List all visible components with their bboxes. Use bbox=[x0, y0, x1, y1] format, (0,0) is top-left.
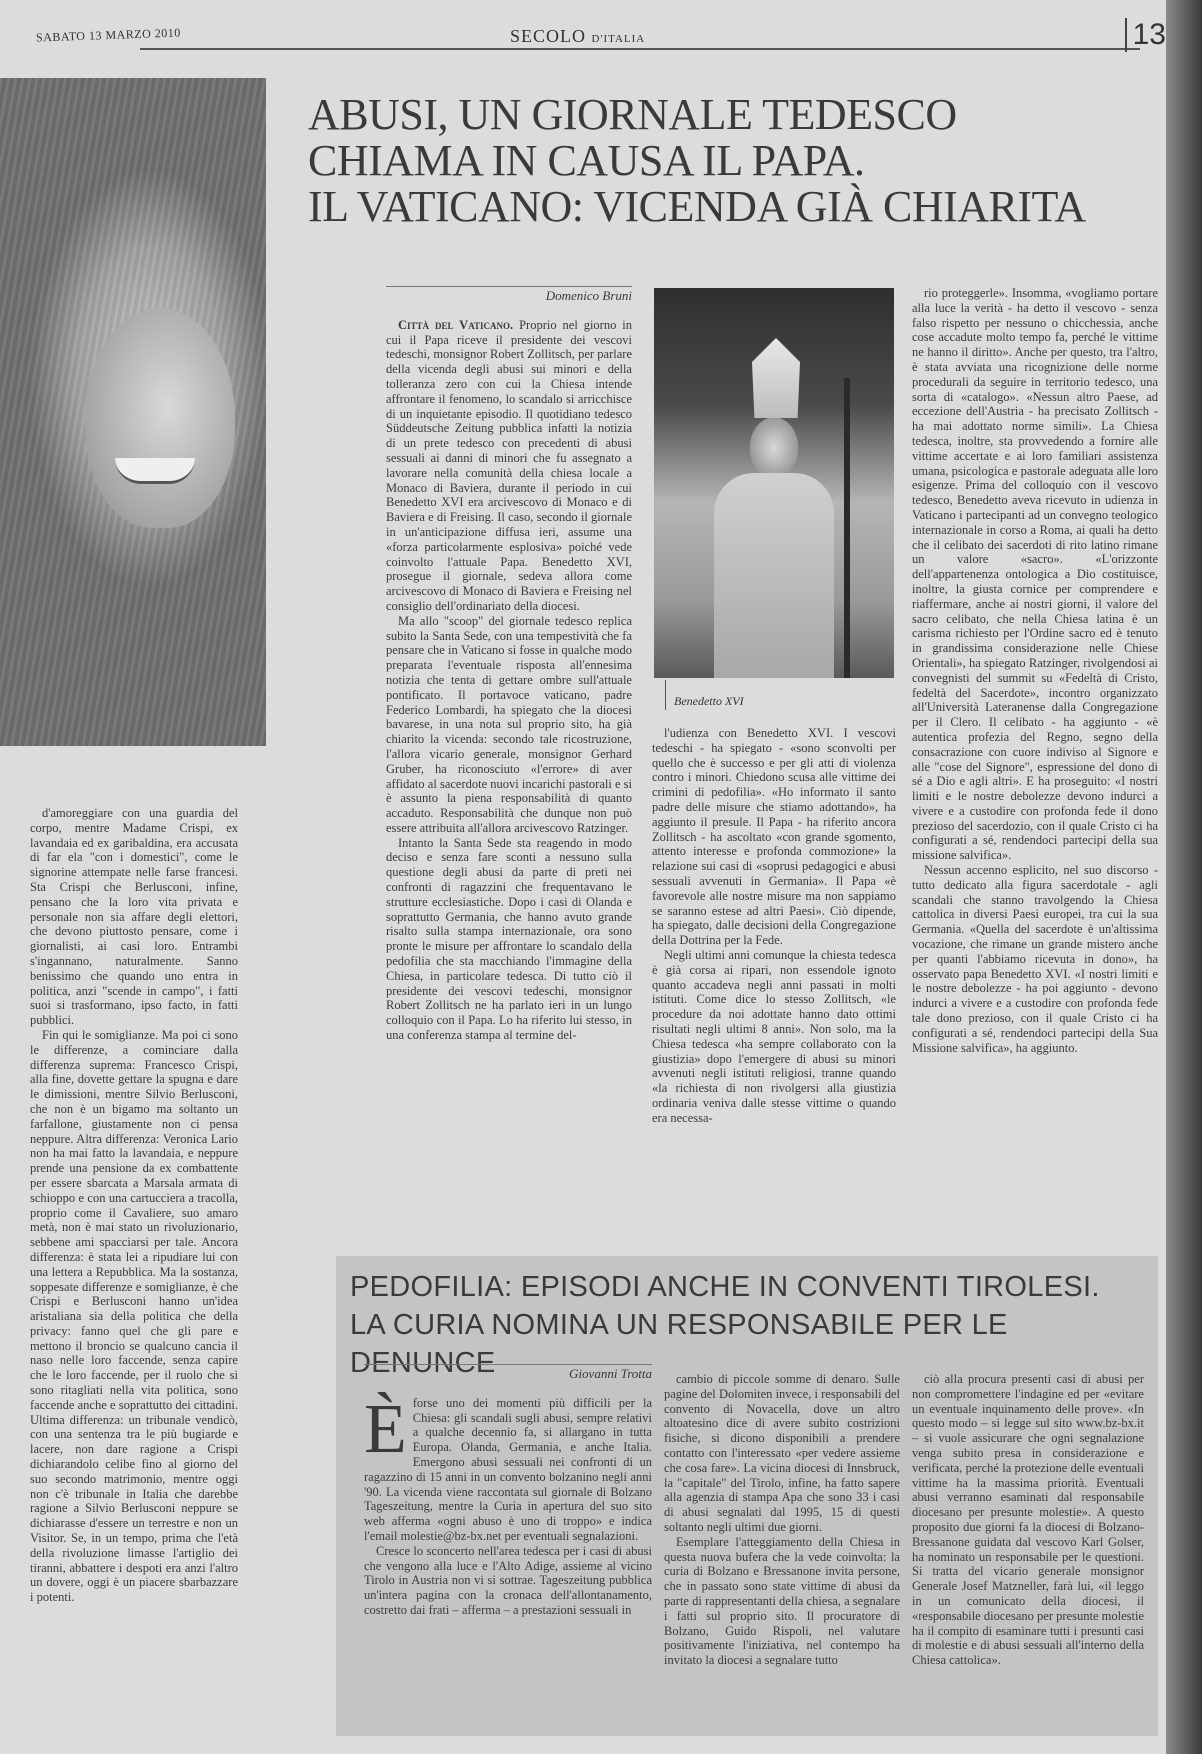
newspaper-name-main: SECOLO bbox=[510, 26, 587, 46]
boxed-article-paragraph: cambio di piccole somme di denaro. Sulle pagine del Dolomiten invece, i responsabili del convento di Novacella, dove un altro altoatesino dice di avere subito costrizioni fisiche, si dicono disponibili a prendere contatto con l'interessato «per vedere assieme che cosa fare». La vicina diocesi di Innsbruck, la "capitale" del Tirolo, infine, ha fatto sapere alla agenzia di stampa Apa che sono 33 i casi di abusi segnalati dal 1995, 15 di questi soltanto negli ultimi due giorni. bbox=[664, 1372, 900, 1534]
main-article-column-1 bbox=[386, 286, 632, 1216]
caption-rule bbox=[665, 680, 666, 710]
newspaper-name bbox=[510, 26, 645, 47]
boxed-article-column-1 bbox=[364, 1364, 652, 1732]
main-article-paragraph: Intanto la Santa Sede sta reagendo in modo deciso e senza fare sconti a nessuno sulla questione degli abusi da parte di preti nei confronti di ragazzini che frequentavano le strutture ecclesiastiche. Dopo i casi di Olanda e soprattutto Germania, che hanno avuto grande risalto sulla stampa internazionale, ora sono pronte le misure per affrontare lo scandalo della pedofilia che sta macchiando l'immagine della Chiesa, in particolare tedesca. Di tutto ciò il presidente dei vescovi tedeschi, monsignor Robert Zollitsch ne ha parlato ieri in un lungo colloquio con il Papa. Lo ha riferito lui stesso, in una conferenza stampa al termine del- bbox=[386, 835, 632, 1043]
boxed-article-paragraph: Cresce lo sconcerto nell'area tedesca per i casi di abusi che vengono alla luce e l'Alto Adige, assieme al vicino Tirolo in Austria non vi si sottrae. Tageszeitung pubblica un'intera pagina con la cronaca dell'allontanamento, costretto dai frati – afferma – a prestazioni sessuali in bbox=[364, 1543, 652, 1617]
boxed-article-byline: Giovanni Trotta bbox=[364, 1364, 652, 1382]
photo-face bbox=[85, 308, 235, 528]
main-article-paragraph: l'udienza con Benedetto XVI. I vescovi tedeschi - ha spiegato - «sono sconvolti per quello che è successo e per gli atti di violenza contro i minori. Chiedono scusa alle vittime dei crimini di pedofilia». «Ho informato il santo padre delle misure che stiamo adottando», ha aggiunto il presule. Il Papa - ha riferito ancora Zollitsch - ha ascoltato «con grande sgomento, attento interesse e profonda commozione» la relazione sui casi di «soprusi pedagogici e abusi sessuali avvenuti in Germania». Il Papa «è favorevole alle nostre misure ma non sappiamo se saranno estese ad altri Paesi». Ciò dipende, ha spiegato, dalle decisioni della Congregazione della Dottrina per la Fede. bbox=[652, 726, 896, 948]
main-article-paragraph: Città del Vaticano. Proprio nel giorno in cui il Papa riceve il presidente dei vescovi tedeschi, monsignor Robert Zollitsch, per parlare della vicenda degli abusi sui minori e della tolleranza zero con cui la Chiesa intende affrontare il fenomeno, lo scandalo si arricchisce di un inquietante episodio. Il quotidiano tedesco Süddeutsche Zeitung pubblica infatti la notizia di un prete tedesco con precedenti di abusi sessuali ai danni di minori che fu assegnato a lavorare nella comunità della chiesa locale a Monaco di Baviera, durante il periodo in cui Benedetto XVI era arcivescovo di Monaco e di Baviera e di Freising. Il caso, secondo il giornale in un'anticipazione diffusa ieri, assume una «forza particolarmente esplosiva» poiché vede coinvolto l'attuale Papa. Benedetto XVI, prosegue il giornale, sedeva allora come arcivescovo di Monaco di Baviera e Freising nel consiglio dell'ordinariato della diocesi. bbox=[386, 317, 632, 613]
side-article-paragraph: d'amoreggiare con una guardia del corpo, mentre Madame Crispi, ex lavandaia ed ex garibaldina, era accusata di far ela "con i domestici", come le signorine attempate nelle farse francesi. Sta Crispi che Berlusconi, infine, pensano che la loro vita privata e personale non sia affare degli elettori, che devono piuttosto pensare, come i giornalisti, ai casi loro. Entrambi s'ingannano, naturalmente. Sanno benissimo che quando uno entra in politica, anzi "scende in campo", i fatti suoi si trasformano, ipso facto, in fatti pubblici. bbox=[30, 806, 238, 1028]
main-article-paragraph: Nessun accenno esplicito, nel suo discorso - tutto dedicato alla figura sacerdotale - agli scandali che stanno travolgendo la Chiesa cattolica in diversi Paesi europei, tra cui la sua Germania. «Quella del sacerdote è un'altissima vocazione, che rimane un grande mistero anche per quanti l'abbiamo ricevuta in dono», ha osservato papa Benedetto XVI. «I nostri limiti e le nostre debolezze - ha poi aggiunto - devono indurci a vivere e a custodire con profonda fede tale dono prezioso, con il quale Cristo ci ha configurati a sé, rendendoci partecipi della Sua Missione salvifica», ha aggiunto. bbox=[912, 863, 1158, 1055]
boxed-title-line-1: PEDOFILIA: EPISODI ANCHE IN CONVENTI TIROLESI. bbox=[350, 1271, 1100, 1303]
pope-photo bbox=[654, 288, 894, 678]
main-article-column-2 bbox=[652, 726, 896, 1218]
boxed-title-line-2: LA CURIA NOMINA UN RESPONSABILE PER LE DENUNCE bbox=[350, 1309, 1008, 1379]
boxed-article-column-2 bbox=[664, 1372, 900, 1732]
headline-line-3: IL VATICANO: VICENDA GIÀ CHIARITA bbox=[308, 182, 1086, 231]
dateline-place: Città del Vaticano. bbox=[398, 317, 514, 332]
main-headline bbox=[308, 92, 1168, 230]
main-article-byline: Domenico Bruni bbox=[386, 286, 632, 304]
main-article-paragraph: rio proteggerle». Insomma, «vogliamo portare alla luce la verità - ha detto il vescovo - senza falso rispetto per nessuno o chicchessia, anche cose accadute molto tempo fa, perché le vittime ne hanno il diritto». Anche per questo, tra l'altro, è stata avviata una ricognizione delle norme procedurali da seguire in territorio tedesco, una sorta di «catalogo». «Nessun altro Paese, ad eccezione dell'Austria - ha precisato Zollitsch - ha mai adottato norme simili». La Chiesa tedesca, inoltre, sta provvedendo a fornire alle vittime accertate e ai loro familiari assistenza umana, psicologica e pastorale adeguata alle loro esigenze. Prima del colloquio con il vescovo tedesco, Benedetto aveva ricevuto in udienza in Vaticano i partecipanti ad un convegno teologico internazionale in corso a Roma, ai quali ha detto che il celibato dei sacerdoti di rito latino rimane un valore «sacro». «L'orizzonte dell'appartenenza ontologica a Dio costituisce, inoltre, la giusta cornice per comprendere e riaffermare, anche ai nostri giorni, il valore del sacro celibato, che nella Chiesa latina è un carisma richiesto per l'Ordine sacro ed è tenuto in grandissima considerazione nelle Chiese Orientali», ha spiegato Ratzinger, rivolgendosi ai convegnisti del summit su «Fedeltà di Cristo, fedeltà del Sacerdote», incontro organizzato all'Università Lateranense dalla Congregazione per il Clero. Il celibato - ha aggiunto - «è autentica profezia del Regno, segno della consacrazione con cuore indiviso al Signore e alle "cose del Signore", espressione del dono di sé a Dio e agli altri». E ha proseguito: «I nostri limiti e le nostre debolezze devono indurci a vivere e a custodire con profonda fede il dono prezioso del sacerdozio, con il quale Cristo ci ha configurati a sé, rendendoci partecipi della sua missione salvifica». bbox=[912, 286, 1158, 863]
headline-line-2: CHIAMA IN CAUSA IL PAPA. bbox=[308, 136, 865, 185]
side-article-paragraph: Fin qui le somiglianze. Ma poi ci sono le differenze, a cominciare dalla differenza suprema: Francesco Crispi, alla fine, dovette gettare la spugna e dare le dimissioni, mentre Silvio Berlusconi, che non è un bigamo ma soltanto un farfallone, giustamente non ci pensa neppure. Altra differenza: Veronica Lario non ha mai fatto la lavandaia, e neppure prende una pensione da ex combattente per essere sbarcata a Marsala armata di schioppo e con una cartucciera a tracolla, proprio come il Cavaliere, suo amaro metà, non è mai stato un rivoluzionario, sebbene ami spacciarsi per tale. Ancora differenza: è stata lei a ripudiare lui con una lettera a Repubblica. Ma la sostanza, soppesate differenze e somiglianze, è che Crispi e Berlusconi hanno un'idea aristaliana sia della politica che della privacy: fanno quel che gli pare e mettono il broncio se qualcuno cancia il naso nelle loro faccende, senza capire che le loro faccende, per il ruolo che si sono ritagliati nella vita politica, sono faccende anche e soprattutto dei cittadini. Ultima differenza: un tribunale vendicò, con una sentenza tra le più bugiarde e lacere, non dare ragione a Crispi dichiarandolo celibe fino al giorno del suo secondo matrimonio, mentre oggi non c'è tribunale in Italia che darebbe ragione a Silvio Berlusconi neppure se dichiarasse d'essere un terrestre e non un Visitor. Se, in un tempo, prima che l'età della rivoluzione limasse l'artiglio dei tiranni, abbattere i despoti era anzi l'altro un dovere, oggi è un piacere sbarbazzare i potenti. bbox=[30, 1027, 238, 1605]
boxed-article-paragraph: Esemplare l'atteggiamento della Chiesa in questa nuova bufera che la vede coinvolta: la curia di Bolzano e Bressanone invita persone, che in passato sono state vittime di abusi da parte di rappresentanti della chiesa, a segnalare i fatti sul proprio sito. Il procuratore di Bolzano, Guido Rispoli, nel valutare positivamente l'iniziativa, nel contempo ha invitato la diocesi a segnalare tutto bbox=[664, 1534, 900, 1668]
side-article bbox=[30, 806, 238, 1746]
photo-robe bbox=[714, 473, 834, 678]
drop-cap: È bbox=[364, 1390, 407, 1468]
boxed-article-paragraph: ciò alla procura presenti casi di abusi per non compromettere l'indagine ed per «evitare un eventuale inquinamento delle prove». «In questo modo – si legge sul sito www.bz-bx.it – si vuole assicurare che ogni segnalazione venga subito presa in considerazione e verificata, perché la protezione delle eventuali vittime ha la massima priorità. Eventuali abusi verranno esaminati dal responsabile diocesano per presunte molestie». A questo proposito due giorni fa la diocesi di Bolzano-Bressanone guidata dal vescovo Karl Golser, ha nominato un responsabile per le questioni. Si tratta del vicario generale monsignor Generale Josef Matzneller, farà lui, «il leggo in un comunicato della diocesi, il «responsabile diocesano per presunte molestie ha il compito di esaminare tutti i presunti casi di molestie e di abusi sessuali all'interno della Chiesa cattolica». bbox=[912, 1372, 1144, 1668]
issue-date: SABATO 13 MARZO 2010 bbox=[35, 25, 181, 45]
main-article-paragraph: Negli ultimi anni comunque la chiesta tedesca è già corsa ai ripari, non essendole ignoto quanto accadeva negli anni passati in molti istituti. Come dice lo stesso Zollitsch, «le procedure da noi adottate hanno dato ottimi risultati negli ultimi 8 anni». Non solo, ma la Chiesa tedesca «ha sempre collaborato con la giustizia» dopo l'emergere di abusi su minori avvenuti negli istituti religiosi, tranne quando «la richiesta di non rivolgersi alla giustizia ordinaria veniva dalle stesse vittime o quando era necessa- bbox=[652, 947, 896, 1125]
photo-mitre bbox=[752, 338, 800, 418]
photo-caption: Benedetto XVI bbox=[674, 694, 744, 708]
newspaper-name-small: D'ITALIA bbox=[591, 33, 646, 45]
photo-crosier bbox=[844, 378, 850, 678]
headline-line-1: ABUSI, UN GIORNALE TEDESCO bbox=[308, 90, 957, 139]
woman-portrait-photo bbox=[0, 78, 266, 746]
page-number: 13 bbox=[1125, 18, 1166, 52]
masthead bbox=[20, 18, 1170, 54]
main-article-paragraph: Ma allo "scoop" del giornale tedesco replica subito la Santa Sede, con una tempestività che fa pensare che in Vaticano si fosse in qualche modo preparata l'eventuale risposta all'ennesima notizia che tenta di gettare ombre sull'attuale pontificato. Il portavoce vaticano, padre Federico Lombardi, ha spiegato che la diocesi bavarese, in una nota sul proprio sito, ha già chiarito la vicenda: secondo tale ricostruzione, l'allora vicario generale, monsignor Gerhard Gruber, ha riconosciuto «l'errore» di aver affidato al sacerdote nuovi incarichi pastorali e si è assunto la piena responsabilità di quanto accaduto. Responsabilità che dunque non può essere attribuita all'allora arcivescovo Ratzinger. bbox=[386, 613, 632, 835]
boxed-article-paragraph: forse uno dei momenti più difficili per la Chiesa: gli scandali sugli abusi, sempre relativi a qualche decennio fa, si allargano in tutta Europa. Olanda, Germania, e anche Italia. Emergono abusi sessuali nei confronti di un ragazzino di 15 anni in un convento bolzanino negli anni '90. La vicenda viene raccontata sul giornale di Bolzano Tageszeitung, mentre la Curia in apertura del suo sito web afferma «ogni abuso è uno di troppo» e indica l'email molestie@bz-bx.net per eventuali segnalazioni. bbox=[364, 1395, 652, 1543]
page-spine-shadow bbox=[1166, 0, 1202, 1754]
main-article-column-3 bbox=[912, 286, 1158, 1218]
boxed-article-column-3 bbox=[912, 1372, 1144, 1732]
masthead-rule bbox=[140, 48, 1140, 50]
